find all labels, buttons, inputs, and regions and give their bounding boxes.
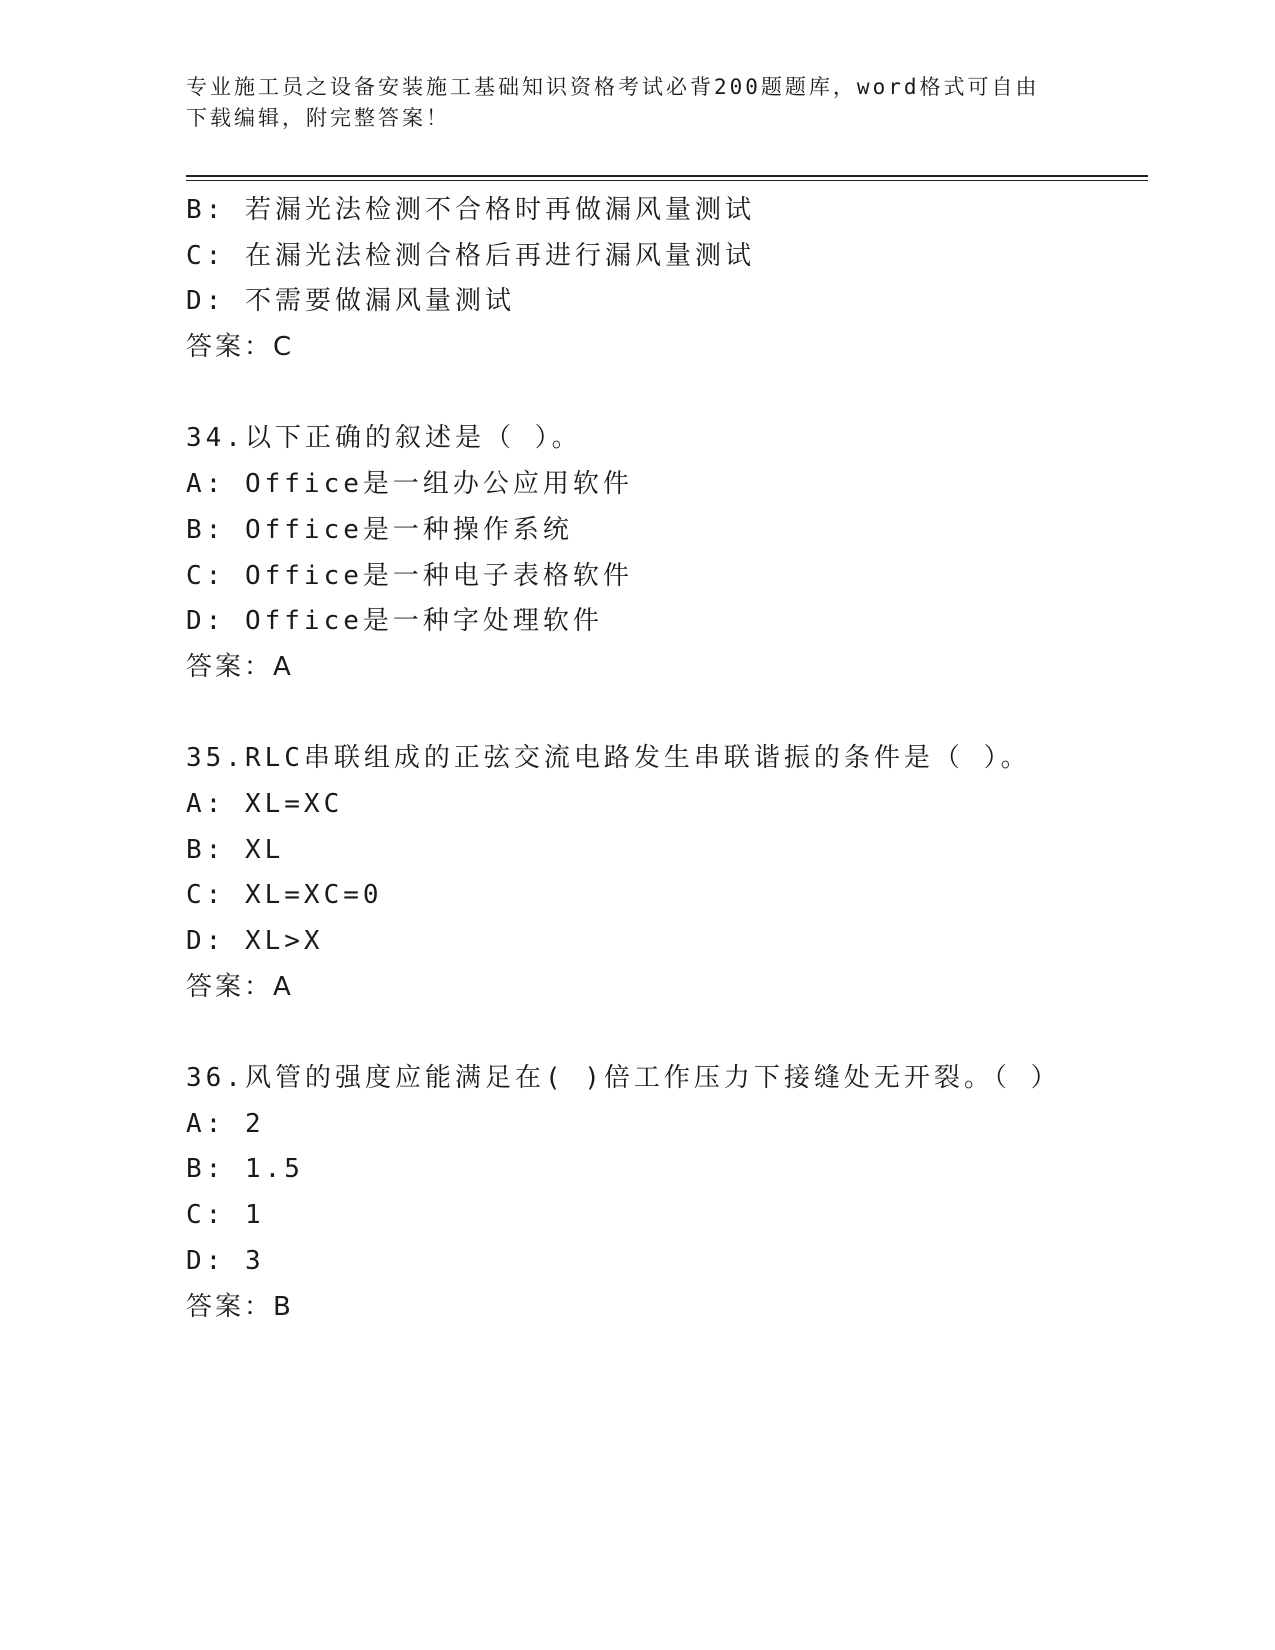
answer-line: 答案：A <box>186 971 294 1002</box>
question-stem: 35.RLC串联组成的正弦交流电路发生串联谐振的条件是（ ）。 <box>186 743 1031 774</box>
option-a: A: 2 <box>186 1108 265 1139</box>
answer-line: 答案：B <box>186 1291 294 1322</box>
option-b: B: 若漏光法检测不合格时再做漏风量测试 <box>186 195 755 225</box>
option-c: C: 在漏光法检测合格后再进行漏风量测试 <box>186 240 755 271</box>
option-c: C: Office是一种电子表格软件 <box>186 560 633 591</box>
spacer <box>186 371 1146 417</box>
continued-question <box>186 188 1146 371</box>
spacer <box>186 1010 1146 1056</box>
option-d: D: 3 <box>186 1245 265 1276</box>
option-d: D: Office是一种字处理软件 <box>186 606 603 637</box>
question-34 <box>186 416 1146 690</box>
document-header <box>186 72 1086 134</box>
header-line-2: 下载编辑，附完整答案！ <box>186 106 450 130</box>
question-35 <box>186 736 1146 1010</box>
header-divider-thick <box>186 175 1148 177</box>
option-d: D: XL>X <box>186 926 324 956</box>
question-content <box>186 188 1146 1330</box>
option-b: B: Office是一种操作系统 <box>186 514 573 545</box>
spacer <box>186 691 1146 737</box>
question-stem: 36.风管的强度应能满足在( )倍工作压力下接缝处无开裂。（ ） <box>186 1063 1061 1094</box>
question-stem: 34.以下正确的叙述是（ ）。 <box>186 423 582 454</box>
header-line-1: 专业施工员之设备安装施工基础知识资格考试必背200题题库，word格式可自由 <box>186 75 1040 99</box>
question-36 <box>186 1056 1146 1330</box>
option-b: B: XL <box>186 834 285 865</box>
option-c: C: 1 <box>186 1200 265 1231</box>
header-divider-thin <box>186 180 1148 181</box>
answer-line: 答案：C <box>186 332 295 363</box>
answer-line: 答案：A <box>186 651 294 682</box>
option-a: A: XL=XC <box>186 788 344 819</box>
option-c: C: XL=XC=0 <box>186 880 383 911</box>
option-b: B: 1.5 <box>186 1154 304 1185</box>
option-d: D: 不需要做漏风量测试 <box>186 286 515 317</box>
option-a: A: Office是一组办公应用软件 <box>186 469 633 500</box>
